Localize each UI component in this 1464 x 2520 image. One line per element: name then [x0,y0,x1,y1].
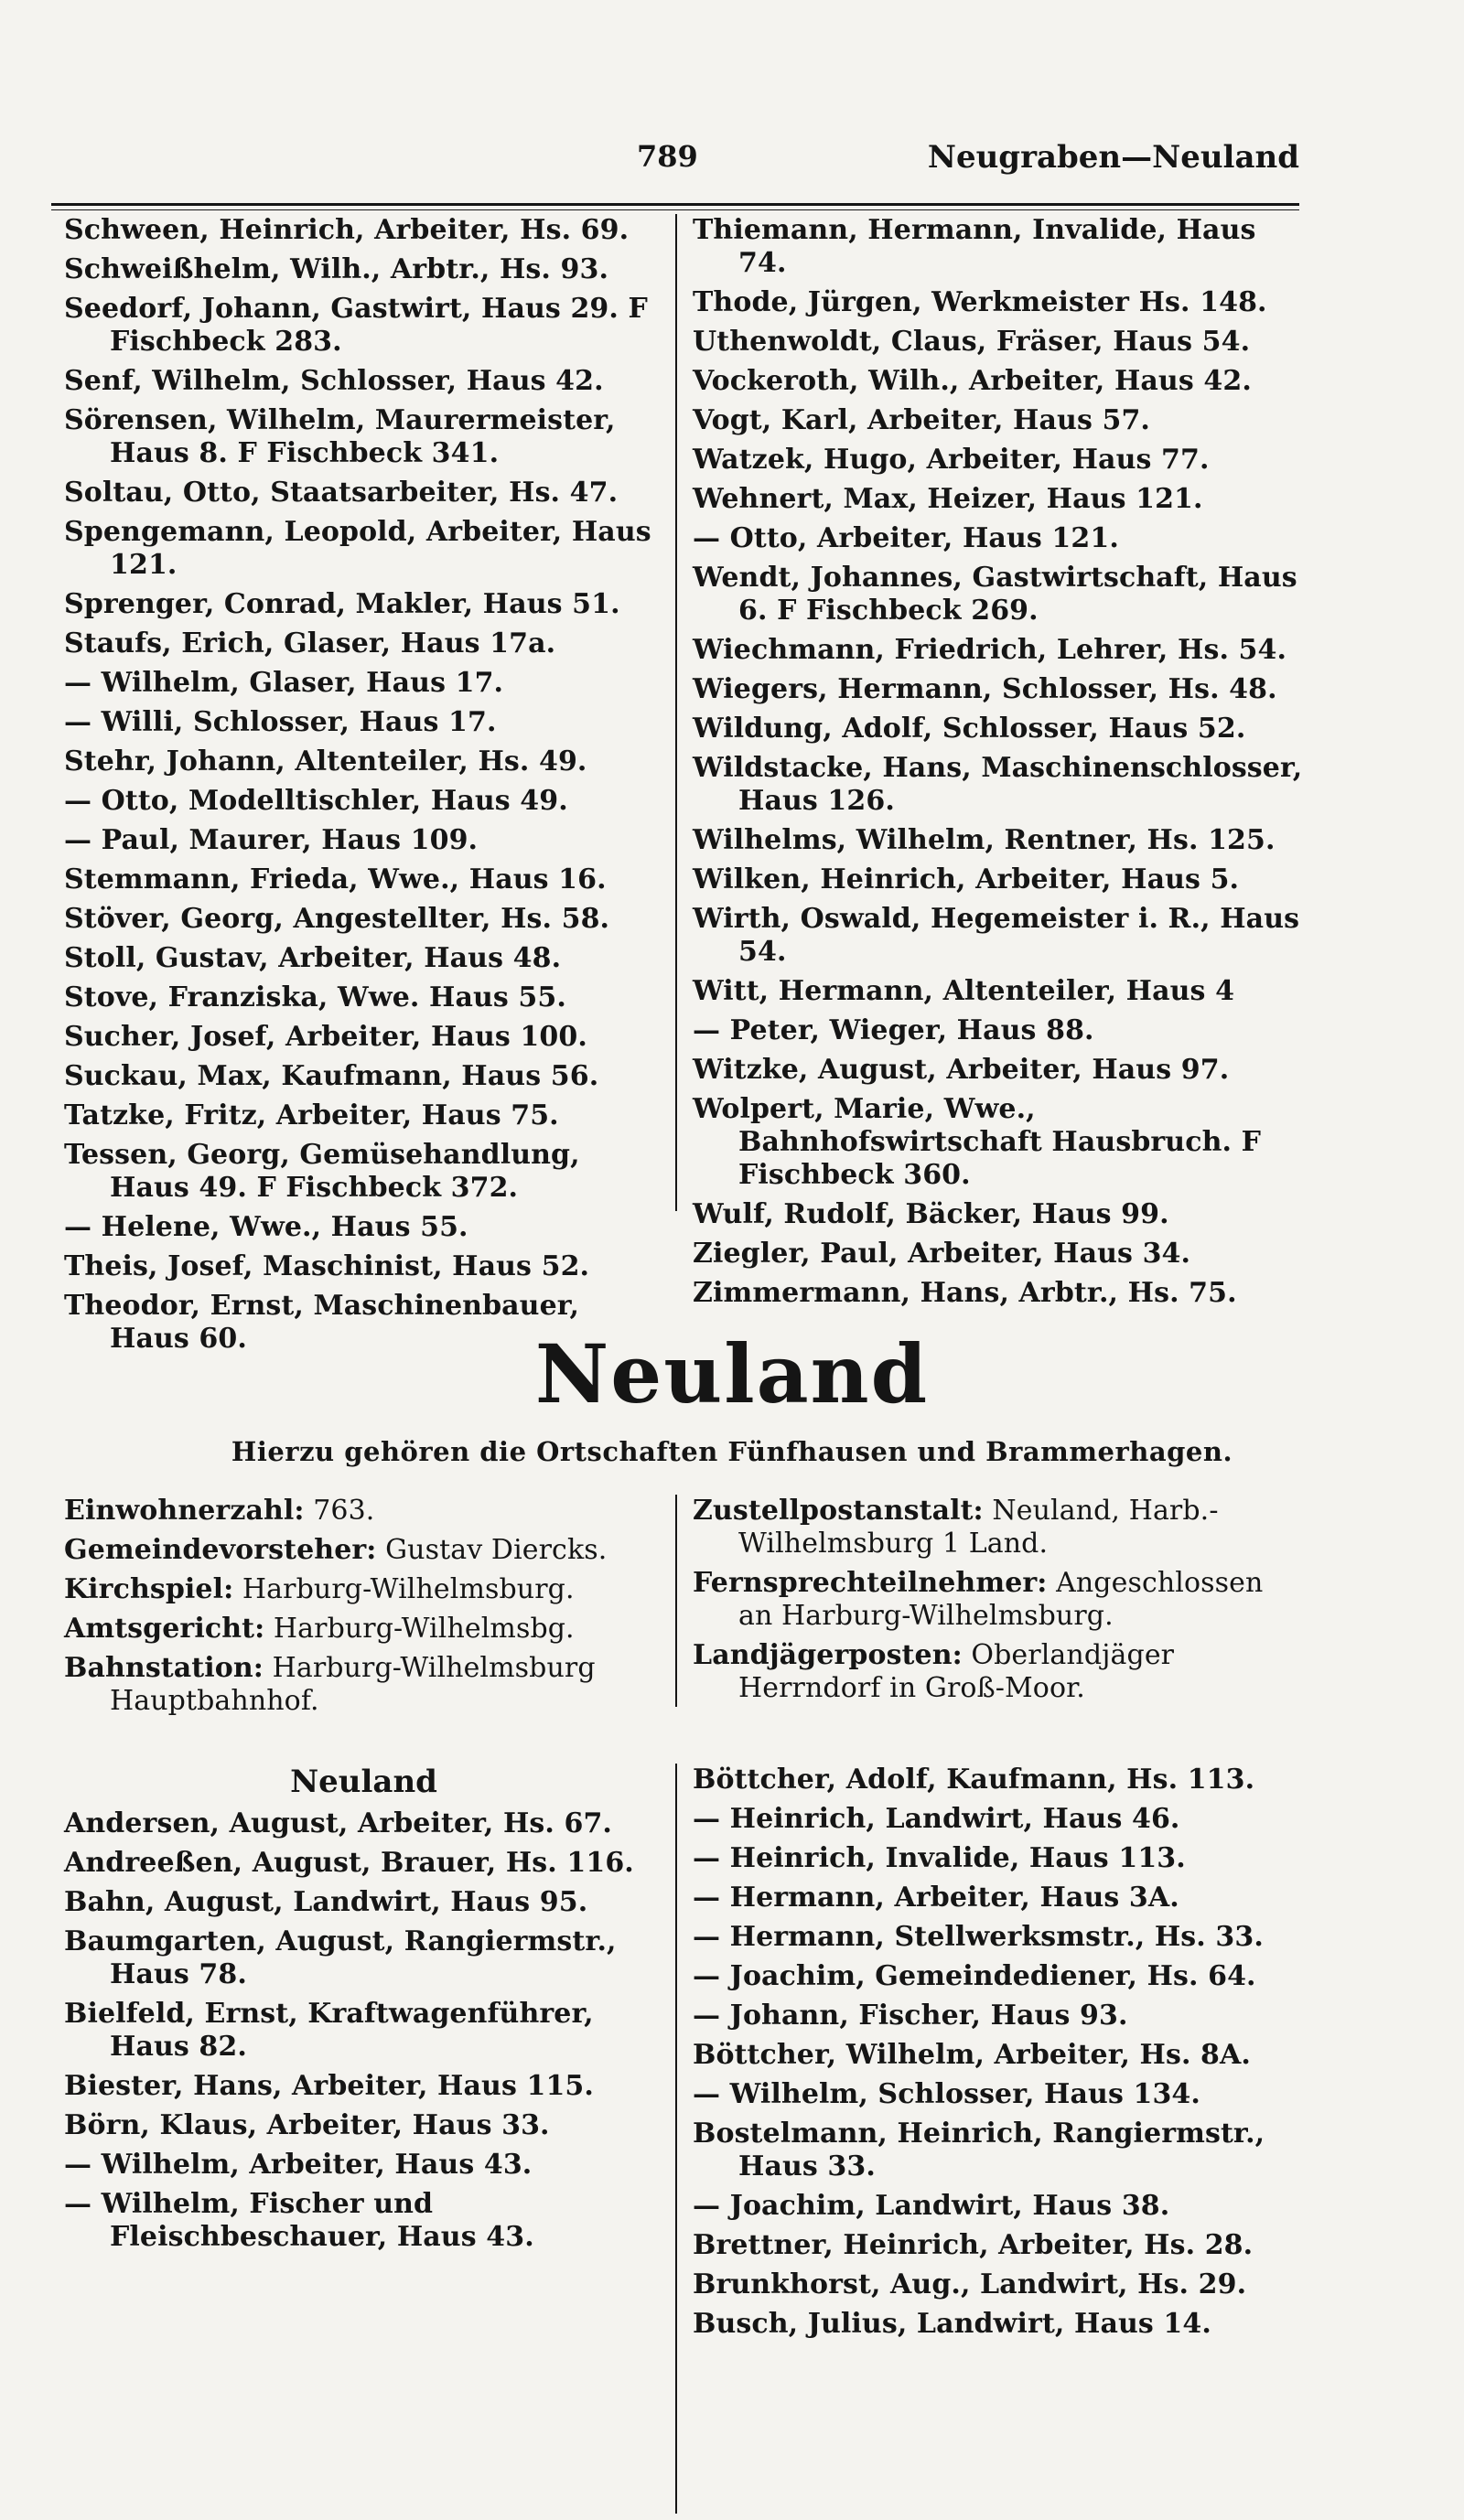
directory-entry: — Helene, Wwe., Haus 55. [64,1211,468,1243]
directory-entry: Böttcher, Wilhelm, Arbeiter, Hs. 8A. [693,2039,1251,2071]
directory-entry: Stove, Franziska, Wwe. Haus 55. [64,981,566,1013]
directory-entry: Thode, Jürgen, Werkmeister Hs. 148. [693,286,1267,318]
entries-column-right [693,214,1306,1316]
directory-entry: Bahn, August, Landwirt, Haus 95. [64,1886,588,1918]
directory-entry: — Wilhelm, Arbeiter, Haus 43. [64,2149,533,2181]
section-subtitle: Hierzu gehören die Ortschaften Fünfhausen und Brammerhagen. [231,1436,1233,1467]
info-key: Zustellpostanstalt: [693,1495,984,1527]
directory-entry: Spengemann, Leopold, Arbeiter, Haus 121. [64,516,651,581]
directory-entry: Soltau, Otto, Staatsarbeiter, Hs. 47. [64,477,619,509]
directory-entry: Senf, Wilhelm, Schlosser, Haus 42. [64,365,604,397]
directory-entry: — Hermann, Arbeiter, Haus 3A. [693,1882,1179,1914]
info-entry [693,1567,1306,1633]
directory-entry: Brunkhorst, Aug., Landwirt, Hs. 29. [693,2268,1247,2300]
info-column-left [64,1495,663,1724]
directory-entry: Watzek, Hugo, Arbeiter, Haus 77. [693,444,1210,476]
directory-entry: — Otto, Arbeiter, Haus 121. [693,522,1119,554]
directory-entry: Stoll, Gustav, Arbeiter, Haus 48. [64,942,562,974]
entries-column-right-bottom [693,1764,1306,2347]
entries-column-left-bottom [64,1807,668,2260]
info-key: Bahnstation: [64,1652,264,1684]
info-key: Fernsprechteilnehmer: [693,1567,1048,1599]
info-value: Harburg-Wilhelmsburg. [233,1573,575,1605]
info-entry [64,1613,663,1646]
info-entry [64,1495,663,1528]
directory-entry: Bostelmann, Heinrich, Rangiermstr., Haus 33. [693,2118,1265,2182]
directory-entry: — Wilhelm, Fischer und Fleischbeschauer, Haus 43. [64,2188,534,2253]
column-divider [675,1495,677,1707]
page-header [0,139,1464,185]
directory-entry: — Wilhelm, Schlosser, Haus 134. [693,2078,1200,2110]
info-value: Oberlandjäger Herrndorf in Groß-Moor. [738,1639,1175,1704]
directory-entry: Sucher, Josef, Arbeiter, Haus 100. [64,1021,587,1053]
column-divider [675,1764,677,2514]
directory-entry: Wiegers, Hermann, Schlosser, Hs. 48. [693,673,1277,705]
directory-entry: Zimmermann, Hans, Arbtr., Hs. 75. [693,1277,1237,1309]
info-entry [693,1639,1306,1705]
info-entry [64,1573,663,1606]
directory-entry: Andreeßen, August, Brauer, Hs. 116. [64,1847,634,1879]
info-key: Landjägerposten: [693,1639,963,1671]
directory-entry: — Heinrich, Landwirt, Haus 46. [693,1803,1180,1835]
directory-entry: Wildstacke, Hans, Maschinenschlosser, Haus 126. [693,752,1303,817]
directory-entry: Börn, Klaus, Arbeiter, Haus 33. [64,2109,550,2141]
directory-entry: — Wilhelm, Glaser, Haus 17. [64,667,504,699]
directory-entry: Biester, Hans, Arbeiter, Haus 115. [64,2070,594,2102]
directory-entry: Wirth, Oswald, Hegemeister i. R., Haus 54. [693,903,1300,968]
directory-entry: Wolpert, Marie, Wwe., Bahnhofswirtschaft Hausbruch. F Fischbeck 360. [693,1093,1261,1191]
page-number: 789 [637,139,698,174]
directory-entry: Ziegler, Paul, Arbeiter, Haus 34. [693,1238,1191,1270]
directory-entry: Thiemann, Hermann, Invalide, Haus 74. [693,214,1256,279]
info-value: Harburg-Wilhelmsbg. [264,1613,575,1645]
directory-entry: Brettner, Heinrich, Arbeiter, Hs. 28. [693,2229,1254,2261]
directory-entry: — Peter, Wieger, Haus 88. [693,1014,1094,1046]
directory-entry: — Joachim, Landwirt, Haus 38. [693,2190,1170,2222]
sub-heading: Neuland [290,1764,437,1800]
header-rule-thin [51,209,1299,210]
info-entry [64,1534,663,1567]
directory-entry: Baumgarten, August, Rangiermstr., Haus 78. [64,1925,617,1990]
info-value: Neuland, Harb.-Wilhelmsburg 1 Land. [738,1495,1219,1560]
directory-entry: — Heinrich, Invalide, Haus 113. [693,1842,1186,1874]
directory-entry: Wiechmann, Friedrich, Lehrer, Hs. 54. [693,634,1287,666]
directory-entry: Witt, Hermann, Altenteiler, Haus 4 [693,975,1235,1007]
directory-entry: Wulf, Rudolf, Bäcker, Haus 99. [693,1198,1169,1230]
info-value: 763. [304,1495,375,1527]
directory-entry: Schween, Heinrich, Arbeiter, Hs. 69. [64,214,630,246]
running-head: Neugraben—Neuland [927,139,1299,176]
info-entry [64,1652,663,1718]
directory-entry: Böttcher, Adolf, Kaufmann, Hs. 113. [693,1764,1255,1796]
directory-entry: Staufs, Erich, Glaser, Haus 17a. [64,627,556,659]
info-key: Einwohnerzahl: [64,1495,305,1527]
directory-entry: Uthenwoldt, Claus, Fräser, Haus 54. [693,326,1251,358]
directory-entry: Vockeroth, Wilh., Arbeiter, Haus 42. [693,365,1252,397]
section-title: Neuland [534,1326,930,1421]
directory-entry: Vogt, Karl, Arbeiter, Haus 57. [693,404,1150,436]
directory-entry: Wildung, Adolf, Schlosser, Haus 52. [693,713,1246,745]
info-key: Gemeindevorsteher: [64,1534,377,1566]
directory-entry: Stemmann, Frieda, Wwe., Haus 16. [64,863,607,895]
directory-entry: Wilhelms, Wilhelm, Rentner, Hs. 125. [693,824,1276,856]
directory-entry: Theis, Josef, Maschinist, Haus 52. [64,1250,590,1282]
directory-entry: — Johann, Fischer, Haus 93. [693,2000,1128,2032]
directory-entry: Seedorf, Johann, Gastwirt, Haus 29. F Fischbeck 283. [64,293,648,358]
directory-entry: Schweißhelm, Wilh., Arbtr., Hs. 93. [64,253,608,285]
info-entry [693,1495,1306,1560]
directory-entry: Stehr, Johann, Altenteiler, Hs. 49. [64,745,587,777]
directory-entry: — Hermann, Stellwerksmstr., Hs. 33. [693,1921,1264,1953]
directory-entry: Stöver, Georg, Angestellter, Hs. 58. [64,903,610,935]
directory-entry: — Paul, Maurer, Haus 109. [64,824,479,856]
directory-entry: Wilken, Heinrich, Arbeiter, Haus 5. [693,863,1240,895]
directory-entry: — Joachim, Gemeindediener, Hs. 64. [693,1960,1256,1992]
entries-column-left [64,214,668,1362]
column-divider [675,214,677,1211]
info-value: Gustav Diercks. [376,1534,608,1566]
directory-entry: Sörensen, Wilhelm, Maurermeister, Haus 8. F Fischbeck 341. [64,404,616,469]
header-rule [51,203,1299,206]
directory-entry: Witzke, August, Arbeiter, Haus 97. [693,1054,1230,1086]
info-value: Angeschlossen an Harburg-Wilhelmsburg. [738,1567,1264,1632]
directory-entry: Andersen, August, Arbeiter, Hs. 67. [64,1807,612,1839]
directory-entry: Bielfeld, Ernst, Kraftwagenführer, Haus 82. [64,1998,594,2063]
directory-entry: Suckau, Max, Kaufmann, Haus 56. [64,1060,599,1092]
directory-entry: Wendt, Johannes, Gastwirtschaft, Haus 6. F Fischbeck 269. [693,562,1297,627]
directory-entry: Theodor, Ernst, Maschinenbauer, Haus 60. [64,1290,580,1355]
directory-entry: Busch, Julius, Landwirt, Haus 14. [693,2308,1211,2340]
directory-entry: — Willi, Schlosser, Haus 17. [64,706,497,738]
directory-entry: Tessen, Georg, Gemüsehandlung, Haus 49. F Fischbeck 372. [64,1139,580,1204]
directory-entry: Sprenger, Conrad, Makler, Haus 51. [64,588,620,620]
info-value: Harburg-Wilhelmsburg Hauptbahnhof. [110,1652,596,1717]
directory-entry: Tatzke, Fritz, Arbeiter, Haus 75. [64,1099,559,1131]
info-key: Amtsgericht: [64,1613,265,1645]
directory-entry: — Otto, Modelltischler, Haus 49. [64,785,568,817]
info-column-right [693,1495,1306,1711]
directory-entry: Wehnert, Max, Heizer, Haus 121. [693,483,1203,515]
info-key: Kirchspiel: [64,1573,234,1605]
